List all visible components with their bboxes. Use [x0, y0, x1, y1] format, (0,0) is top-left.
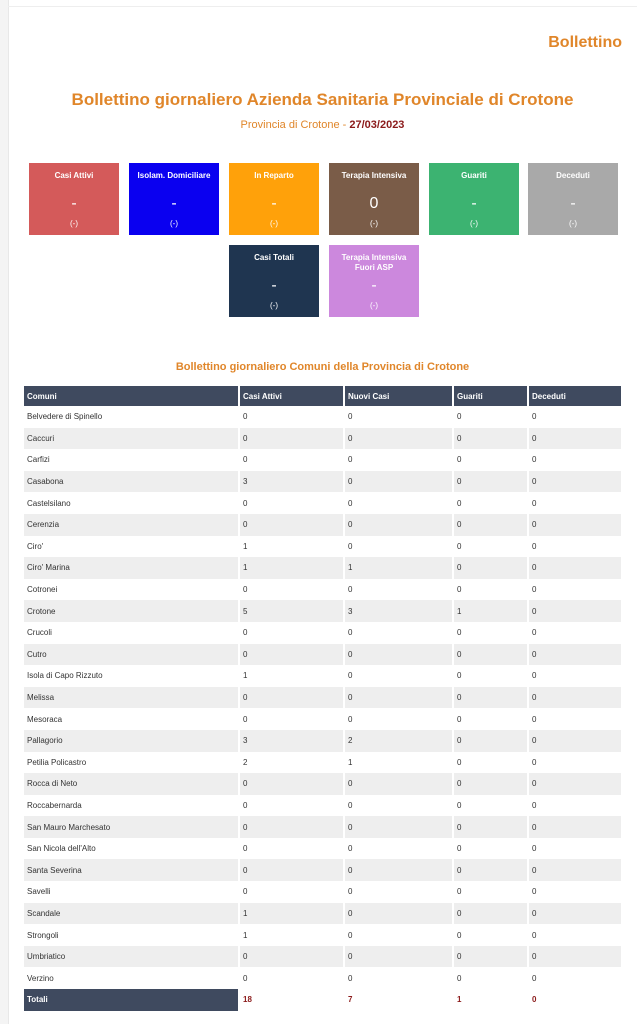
cell-comune: Cerenzia: [24, 514, 239, 536]
comuni-table: [24, 386, 621, 1011]
cell-deceduti: 0: [528, 644, 621, 666]
table-row: [24, 579, 621, 601]
cell-comune: Cotronei: [24, 579, 239, 601]
cell-guariti: 0: [453, 881, 528, 903]
cell-deceduti: 0: [528, 903, 621, 925]
cell-deceduti: 0: [532, 412, 537, 422]
cell-guariti: 0: [453, 406, 528, 428]
totals-label: Totali: [24, 989, 239, 1011]
cell-deceduti: 0: [528, 816, 621, 838]
bulletin-date: 27/03/2023: [349, 119, 405, 131]
cell-guariti: 0: [453, 449, 528, 471]
cell-casi-attivi: 0: [239, 881, 344, 903]
cell-guariti: 0: [453, 622, 528, 644]
cell-comune: Cutro: [24, 644, 239, 666]
cell-deceduti: 0: [528, 687, 621, 709]
cell-nuovi-casi: 0: [344, 708, 453, 730]
table-row: [24, 816, 621, 838]
cell-casi-attivi: 1: [239, 557, 344, 579]
cell-deceduti: 0: [528, 773, 621, 795]
cell-deceduti: 0: [528, 946, 621, 968]
cell-casi-attivi: 3: [239, 471, 344, 493]
cell-comune: Rocca di Neto: [24, 773, 239, 795]
cell-casi-attivi: 0: [239, 859, 344, 881]
cell-deceduti: 0: [532, 498, 537, 508]
table-row: [24, 708, 621, 730]
cell-guariti: 0: [453, 557, 528, 579]
card-variation: (-): [370, 219, 378, 228]
cell-guariti: 0: [453, 924, 528, 946]
cell-casi-attivi: 3: [239, 730, 344, 752]
table-row: [24, 687, 621, 709]
cell-comune: Roccabernarda: [24, 795, 239, 817]
cell-guariti: 0: [453, 471, 528, 493]
table-row: [24, 471, 621, 493]
card-title: Terapia Intensiva: [341, 171, 407, 180]
card-variation: (-): [370, 301, 378, 310]
cell-casi-attivi: 0: [239, 946, 344, 968]
cell-comune: Savelli: [24, 881, 239, 903]
comuni-table-body: [24, 406, 621, 989]
cell-nuovi-casi: 0: [344, 536, 453, 558]
table-row: [24, 881, 621, 903]
cell-comune: Melissa: [24, 687, 239, 709]
cell-deceduti: 0: [528, 514, 621, 536]
totals-row: [24, 989, 621, 1011]
cell-guariti: 0: [453, 687, 528, 709]
table-row: [24, 946, 621, 968]
table-row: [24, 428, 621, 450]
card-title: Guariti: [461, 171, 487, 180]
column-header-comuni: Comuni: [24, 386, 239, 406]
cell-casi-attivi: 2: [239, 752, 344, 774]
table-row: [24, 622, 621, 644]
cell-nuovi-casi: 0: [344, 816, 453, 838]
cell-deceduti: 0: [532, 671, 537, 681]
cell-comune: Umbriatico: [24, 946, 239, 968]
table-header-row: [24, 386, 621, 406]
table-row: [24, 557, 621, 579]
cell-guariti: 0: [453, 665, 528, 687]
cell-comune: Carfizi: [24, 449, 239, 471]
card-title: Terapia Intensiva Fuori ASP: [341, 253, 407, 272]
cell-casi-attivi: 0: [239, 838, 344, 860]
table-row: [24, 644, 621, 666]
card-value: -: [570, 195, 576, 212]
cell-nuovi-casi: 0: [344, 579, 453, 601]
card-in-reparto: [229, 163, 319, 235]
cell-nuovi-casi: 0: [344, 406, 453, 428]
totals-casi-attivi: 18: [239, 989, 344, 1011]
cell-deceduti: 0: [528, 557, 621, 579]
cell-casi-attivi: 1: [239, 536, 344, 558]
cell-nuovi-casi: 2: [344, 730, 453, 752]
table-row: [24, 773, 621, 795]
cell-guariti: 0: [453, 492, 528, 514]
cell-nuovi-casi: 0: [344, 428, 453, 450]
table-row: [24, 730, 621, 752]
cell-casi-attivi: 0: [239, 428, 344, 450]
comuni-section-title: Bollettino giornaliero Comuni della Provincia di Crotone: [175, 361, 470, 373]
cell-comune: San Mauro Marchesato: [24, 816, 239, 838]
cell-guariti: 0: [453, 773, 528, 795]
cell-casi-attivi: 0: [239, 708, 344, 730]
cell-deceduti: 0: [528, 600, 621, 622]
cell-casi-attivi: 0: [239, 449, 344, 471]
card-isolamento-domiciliare: [129, 163, 219, 235]
cell-nuovi-casi: 0: [344, 795, 453, 817]
cell-comune: Casabona: [24, 471, 239, 493]
cell-guariti: 0: [453, 816, 528, 838]
page-heading: Bollettino: [548, 34, 622, 51]
cell-nuovi-casi: 0: [344, 449, 453, 471]
cell-deceduti: 0: [528, 859, 621, 881]
card-terapia-intensiva: [329, 163, 419, 235]
cell-casi-attivi: 1: [239, 903, 344, 925]
cell-casi-attivi: 1: [239, 665, 344, 687]
cell-deceduti: 0: [532, 714, 537, 724]
card-value: -: [271, 195, 277, 212]
card-casi-totali: [229, 245, 319, 317]
cell-nuovi-casi: 0: [344, 773, 453, 795]
table-row: [24, 903, 621, 925]
cell-nuovi-casi: 0: [344, 665, 453, 687]
cell-casi-attivi: 5: [239, 600, 344, 622]
column-header-deceduti: Deceduti: [528, 386, 621, 406]
totals-guariti: 1: [453, 989, 528, 1011]
cell-casi-attivi: 1: [239, 924, 344, 946]
card-title: Casi Attivi: [54, 171, 94, 180]
table-row: [24, 665, 621, 687]
cell-nuovi-casi: 0: [344, 946, 453, 968]
cell-deceduti: 0: [532, 844, 537, 854]
cell-nuovi-casi: 0: [344, 622, 453, 644]
table-row: [24, 600, 621, 622]
cell-comune: Scandale: [24, 903, 239, 925]
cell-nuovi-casi: 1: [344, 752, 453, 774]
cell-casi-attivi: 0: [239, 967, 344, 989]
card-deceduti: [528, 163, 618, 235]
table-row: [24, 924, 621, 946]
table-row: [24, 536, 621, 558]
top-divider: [8, 6, 637, 7]
left-sidebar-edge: [0, 0, 9, 1024]
totals-nuovi-casi: 7: [344, 989, 453, 1011]
cell-casi-attivi: 0: [239, 816, 344, 838]
card-title: Isolam. Domiciliare: [137, 171, 211, 180]
cell-comune: Castelsilano: [24, 492, 239, 514]
cell-comune: Mesoraca: [24, 708, 239, 730]
card-title: Casi Totali: [254, 253, 294, 262]
cell-nuovi-casi: 0: [344, 687, 453, 709]
card-title: Deceduti: [556, 171, 590, 180]
cell-casi-attivi: 0: [239, 795, 344, 817]
cell-deceduti: 0: [532, 628, 537, 638]
cell-comune: Pallagorio: [24, 730, 239, 752]
cell-guariti: 0: [453, 838, 528, 860]
cell-casi-attivi: 0: [239, 687, 344, 709]
totals-deceduti: 0: [528, 989, 621, 1011]
cell-guariti: 0: [453, 579, 528, 601]
card-guariti: [429, 163, 519, 235]
cell-deceduti: 0: [532, 887, 537, 897]
table-row: [24, 795, 621, 817]
cell-casi-attivi: 0: [239, 644, 344, 666]
cell-comune: Strongoli: [24, 924, 239, 946]
cell-nuovi-casi: 0: [344, 838, 453, 860]
bulletin-subtitle: [0, 119, 637, 131]
column-header-casi-attivi: Casi Attivi: [239, 386, 344, 406]
table-row: [24, 859, 621, 881]
table-row: [24, 406, 621, 428]
cell-deceduti: 0: [532, 800, 537, 810]
card-variation: (-): [170, 219, 178, 228]
cell-guariti: 0: [453, 514, 528, 536]
cell-guariti: 0: [453, 859, 528, 881]
card-value: -: [371, 277, 377, 294]
card-casi-attivi: [29, 163, 119, 235]
cell-comune: Ciro' Marina: [24, 557, 239, 579]
cell-guariti: 0: [453, 946, 528, 968]
cell-guariti: 0: [453, 903, 528, 925]
cell-nuovi-casi: 0: [344, 924, 453, 946]
cell-guariti: 0: [453, 730, 528, 752]
subtitle-province: Provincia di Crotone -: [240, 119, 350, 131]
card-variation: (-): [270, 301, 278, 310]
cell-nuovi-casi: 0: [344, 903, 453, 925]
card-value: -: [271, 277, 277, 294]
card-variation: (-): [70, 219, 78, 228]
cell-casi-attivi: 0: [239, 773, 344, 795]
table-row: [24, 449, 621, 471]
cell-casi-attivi: 0: [239, 622, 344, 644]
cell-comune: San Nicola dell'Alto: [24, 838, 239, 860]
cell-comune: Verzino: [24, 967, 239, 989]
table-row: [24, 514, 621, 536]
cell-nuovi-casi: 0: [344, 644, 453, 666]
cell-comune: Crucoli: [24, 622, 239, 644]
cell-guariti: 0: [453, 967, 528, 989]
cell-nuovi-casi: 0: [344, 859, 453, 881]
cell-comune: Santa Severina: [24, 859, 239, 881]
card-terapia-intensiva-fuori-asp: [329, 245, 419, 317]
cell-casi-attivi: 0: [239, 492, 344, 514]
cell-guariti: 0: [453, 752, 528, 774]
cell-guariti: 0: [453, 708, 528, 730]
column-header-nuovi-casi: Nuovi Casi: [344, 386, 453, 406]
card-value: 0: [369, 195, 379, 212]
cell-casi-attivi: 0: [239, 514, 344, 536]
cell-deceduti: 0: [532, 973, 537, 983]
cell-nuovi-casi: 1: [344, 557, 453, 579]
table-row: [24, 492, 621, 514]
cell-nuovi-casi: 0: [344, 514, 453, 536]
bulletin-title: Bollettino giornaliero Azienda Sanitaria Provinciale di Crotone: [71, 90, 574, 109]
cell-nuovi-casi: 0: [344, 471, 453, 493]
cell-deceduti: 0: [528, 471, 621, 493]
cell-guariti: 0: [453, 536, 528, 558]
cell-comune: Isola di Capo Rizzuto: [24, 665, 239, 687]
cell-nuovi-casi: 0: [344, 967, 453, 989]
cell-guariti: 0: [453, 644, 528, 666]
cell-deceduti: 0: [532, 757, 537, 767]
column-header-guariti: Guariti: [453, 386, 528, 406]
card-variation: (-): [569, 219, 577, 228]
cell-casi-attivi: 0: [239, 406, 344, 428]
cell-comune: Caccuri: [24, 428, 239, 450]
cell-nuovi-casi: 3: [344, 600, 453, 622]
cell-deceduti: 0: [532, 541, 537, 551]
table-row: [24, 752, 621, 774]
card-value: -: [71, 195, 77, 212]
cell-comune: Ciro': [24, 536, 239, 558]
cell-casi-attivi: 0: [239, 579, 344, 601]
cell-deceduti: 0: [528, 730, 621, 752]
table-row: [24, 838, 621, 860]
cell-nuovi-casi: 0: [344, 492, 453, 514]
cell-comune: Crotone: [24, 600, 239, 622]
cell-comune: Belvedere di Spinello: [24, 406, 239, 428]
cell-deceduti: 0: [532, 930, 537, 940]
cell-guariti: 0: [453, 795, 528, 817]
cell-comune: Petilia Policastro: [24, 752, 239, 774]
cell-guariti: 1: [453, 600, 528, 622]
table-row: [24, 967, 621, 989]
card-value: -: [471, 195, 477, 212]
cell-guariti: 0: [453, 428, 528, 450]
card-title: In Reparto: [254, 171, 294, 180]
card-variation: (-): [470, 219, 478, 228]
card-value: -: [171, 195, 177, 212]
card-variation: (-): [270, 219, 278, 228]
cell-nuovi-casi: 0: [344, 881, 453, 903]
cell-deceduti: 0: [532, 455, 537, 465]
cell-deceduti: 0: [528, 428, 621, 450]
cell-deceduti: 0: [532, 585, 537, 595]
